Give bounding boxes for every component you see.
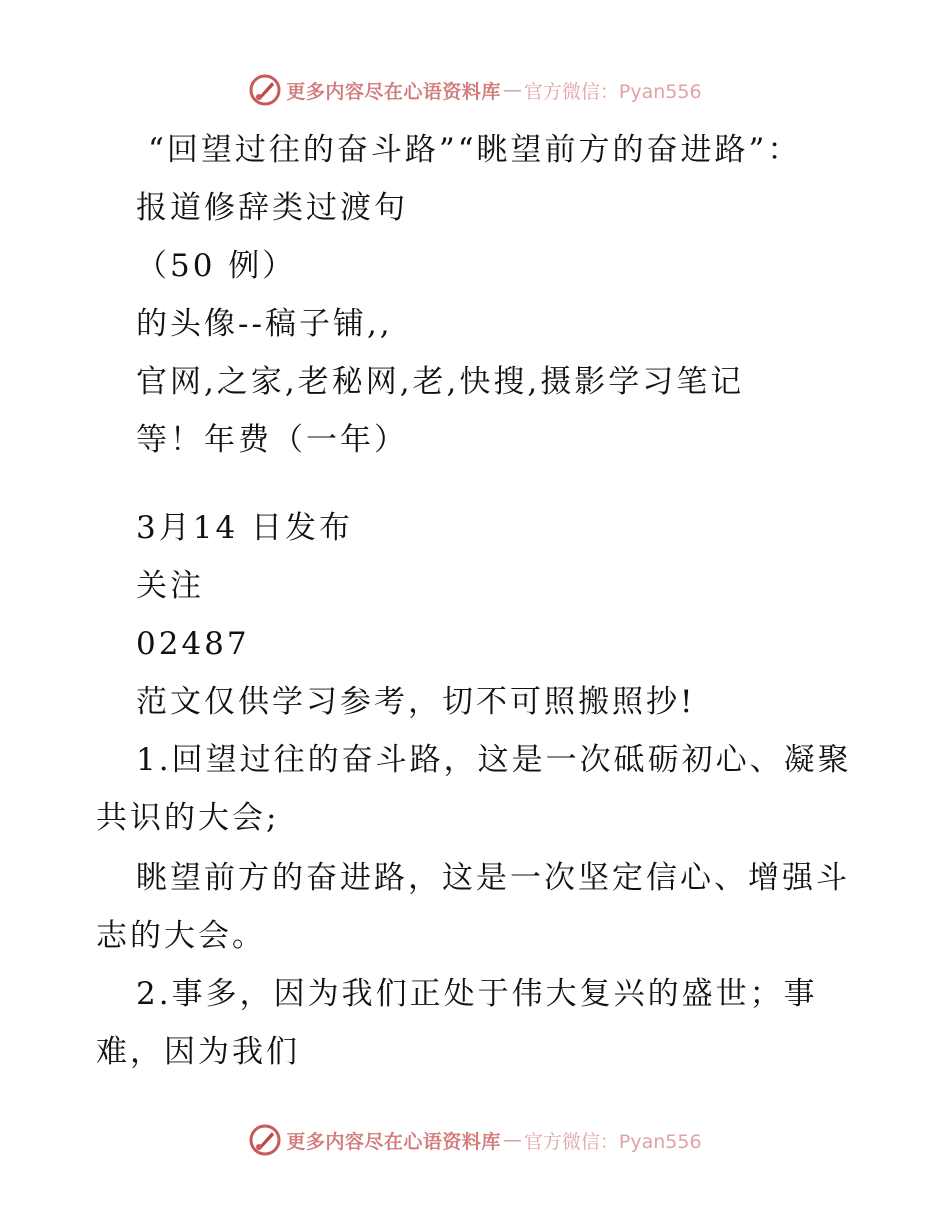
paragraph-2-line-1: 眺望前方的奋进路，这是一次坚定信心、增强斗 <box>136 860 850 896</box>
title-count: （50 例） <box>136 248 297 284</box>
paragraph-1-line-2: 共识的大会; <box>96 800 280 836</box>
watermark-text: 更多内容尽在心语资料库 <box>286 1130 501 1153</box>
publish-date: 3月14 日发布 <box>136 510 354 546</box>
source-line: 的头像--稿子铺,, <box>136 306 393 342</box>
paragraph-3-line-1: 2.事多，因为我们正处于伟大复兴的盛世；事 <box>136 976 818 1012</box>
watermark-footer <box>0 1120 950 1160</box>
fee-line: 等！年费（一年） <box>136 422 408 458</box>
watermark-separator: — <box>502 1129 522 1151</box>
watermark-wechat: 官方微信：Pyan556 <box>523 1130 702 1153</box>
watermark-text: 更多内容尽在心语资料库 <box>286 80 501 103</box>
watermark-separator: — <box>502 79 522 101</box>
quill-logo-icon <box>248 73 282 107</box>
follow-count: 02487 <box>136 626 250 662</box>
site-list-line: 官网,之家,老秘网,老,快搜,摄影学习笔记 <box>136 364 745 400</box>
watermark-header <box>0 70 950 110</box>
paragraph-3-line-2: 难，因为我们 <box>96 1034 300 1070</box>
follow-label: 关注 <box>136 568 204 604</box>
title-line-1: “回望过往的奋斗路”“眺望前方的奋进路”： <box>148 132 802 168</box>
watermark-wechat: 官方微信：Pyan556 <box>523 80 702 103</box>
quill-logo-icon <box>248 1123 282 1157</box>
disclaimer: 范文仅供学习参考，切不可照搬照抄! <box>136 684 696 720</box>
title-line-2: 报道修辞类过渡句 <box>136 190 408 226</box>
paragraph-2-line-2: 志的大会。 <box>96 918 266 954</box>
paragraph-1-line-1: 1.回望过往的奋斗路，这是一次砥砺初心、凝聚 <box>136 742 852 778</box>
